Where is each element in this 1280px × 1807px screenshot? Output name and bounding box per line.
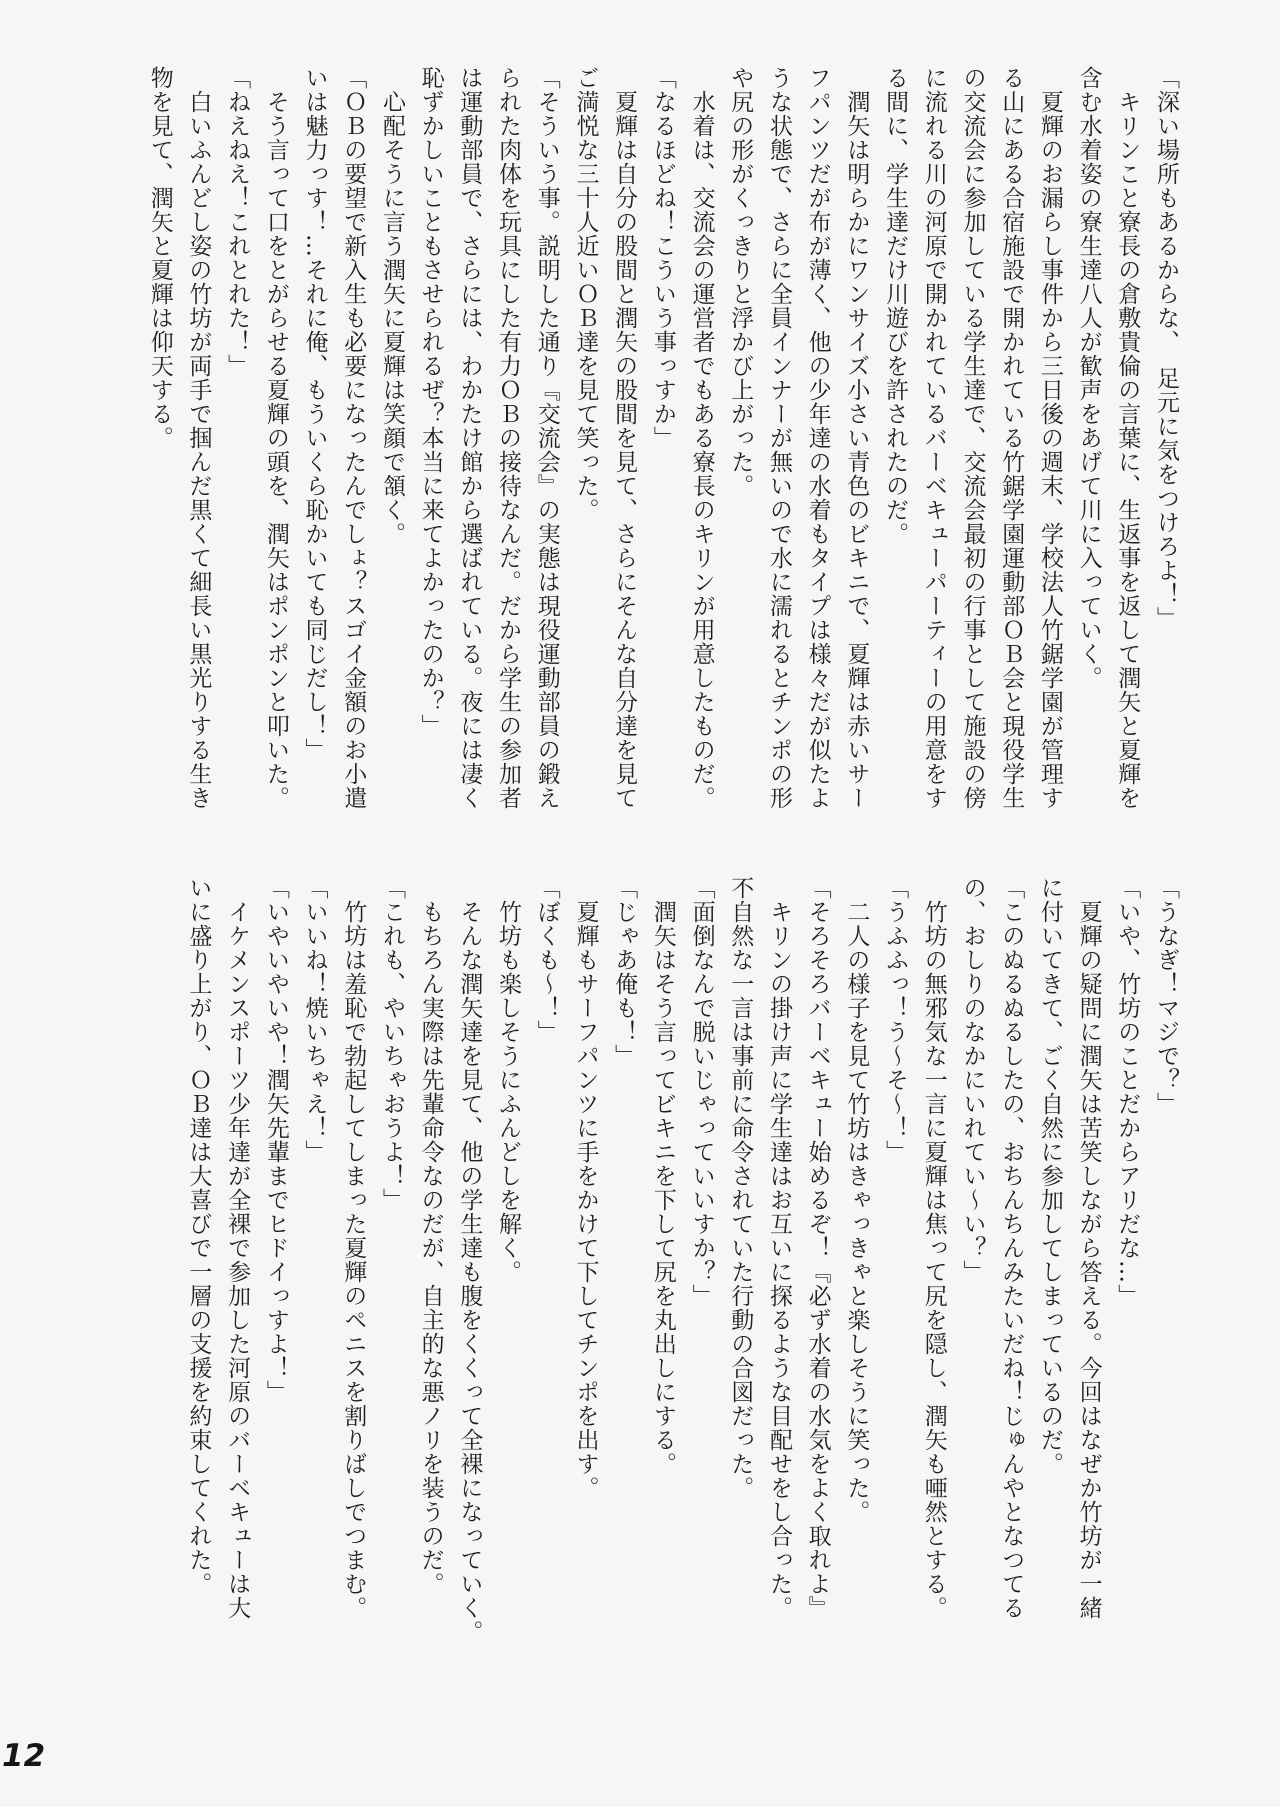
text-column: に付いてきて、ごく自然に参加してしまっているのだ。 [1036,876,1063,1476]
text-column: 含む水着姿の寮生達八人が歓声をあげて川に入っていく。 [1075,66,1102,690]
text-column: 「いいね！焼いちゃえ！」 [301,876,328,1164]
text-column: もちろん実際は先輩命令なのだが、自主的な悪ノリを装うのだ。 [417,876,444,1596]
text-column: イケメンスポーツ少年達が全裸で参加した河原のバーベキューは大 [224,876,251,1620]
text-column: 竹坊も楽しそうにふんどしを解く。 [495,876,522,1284]
text-block-top [140,66,1185,836]
text-column: 「ＯＢの要望で新入生も必要になったんでしょ？スゴイ金額のお小遣 [340,66,367,810]
text-column: 潤矢はそう言ってビキニを下して尻を丸出しにする。 [649,876,676,1476]
text-column: 「深い場所もあるからな、 足元に気をつけろよ！」 [1153,66,1179,631]
text-column: 「いや、竹坊のことだからアリだな…」 [1114,876,1141,1308]
text-column: 物を見て、潤矢と夏輝は仰天する。 [146,66,173,450]
text-column: 夏輝の疑問に潤矢は苦笑しながら答える。今回はなぜか竹坊が一緒 [1075,876,1102,1620]
text-column: 「うなぎ！マジで？」 [1153,876,1179,1116]
text-column: そんな潤矢達を見て、他の学生達も腹をくくって全裸になっていく。 [456,876,483,1644]
text-column: うな状態で、さらに全員インナーが無いので水に濡れるとチンポの形 [765,66,792,810]
text-column: ご満悦な三十人近いＯＢ達を見て笑った。 [572,66,599,522]
text-column: は運動部員で、さらには、わかたけ館から選ばれている。夜には凄く [456,66,483,810]
text-column: 「いやいやいや！潤矢先輩までヒドイっすよ！」 [262,876,289,1404]
text-block-bottom [179,876,1185,1646]
text-column: の、おしりのなかにいれてい〜い？」 [959,876,986,1284]
text-column: キリンの掛け声に学生達はお互いに探るような目配せをし合った。 [765,876,792,1620]
text-column: 「ぼくも〜！」 [533,876,560,1044]
text-column: 「そういう事。説明した通り『交流会』の実態は現役運動部員の鍛え [533,66,560,810]
text-column: 「じゃあ俺も！」 [611,876,638,1068]
text-column: キリンこと寮長の倉敷貴倫の言葉に、生返事を返して潤矢と夏輝を [1114,66,1141,810]
text-column: の交流会に参加している学生達で、交流会最初の行事として施設の傍 [959,66,986,810]
text-column: フパンツだが布が薄く、他の少年達の水着もタイプは様々だが似たよ [804,66,831,810]
text-column: 「なるほどね！こういう事っすか」 [649,66,676,450]
text-column: 夏輝は自分の股間と潤矢の股間を見て、さらにそんな自分達を見て [611,66,638,810]
text-column: る間に、学生達だけ川遊びを許されたのだ。 [882,66,909,546]
text-column: られた肉体を玩具にした有力ＯＢの接待なんだ。だから学生の参加者 [495,66,522,810]
text-column: 「面倒なんで脱いじゃっていいすか？」 [688,876,715,1308]
text-column: 二人の様子を見て竹坊はきゃっきゃと楽しそうに笑った。 [843,876,870,1524]
text-column: 「うふふっ！う〜そ〜！」 [882,876,909,1164]
text-column: や尻の形がくっきりと浮かび上がった。 [727,66,754,498]
text-column: 「ねえねえ！これとれた！」 [224,66,251,378]
text-column: いは魅力っす！…それに俺、もういくら恥かいても同じだし！」 [301,66,328,762]
text-column: 「これも、やいちゃおうよ！」 [378,876,405,1212]
text-column: 竹坊の無邪気な一言に夏輝は焦って尻を隠し、潤矢も唖然とする。 [920,876,947,1620]
text-column: 竹坊は羞恥で勃起してしまった夏輝のペニスを割りばしでつまむ。 [340,876,367,1620]
text-column: る山にある合宿施設で開かれている竹鋸学園運動部ＯＢ会と現役学生 [998,66,1025,810]
text-column: 夏輝もサーフパンツに手をかけて下してチンポを出す。 [572,876,599,1500]
text-column: 水着は、交流会の運営者でもある寮長のキリンが用意したものだ。 [688,66,715,810]
text-column: 潤矢は明らかにワンサイズ小さい青色のビキニで、夏輝は赤いサー [843,66,870,810]
text-column: 「このぬるぬるしたの、おちんちんみたいだね！じゅんやとなつてる [998,876,1025,1620]
text-column: 夏輝のお漏らし事件から三日後の週末、学校法人竹鋸学園が管理す [1036,66,1063,810]
text-column: 不自然な一言は事前に命令されていた行動の合図だった。 [727,876,754,1500]
text-column: 心配そうに言う潤矢に夏輝は笑顔で頷く。 [378,66,405,546]
text-column: 恥ずかしいこともさせられるぜ？本当に来てよかったのか？」 [417,66,444,738]
text-column: そう言って口をとがらせる夏輝の頭を、潤矢はポンポンと叩いた。 [262,66,289,810]
text-column: 白いふんどし姿の竹坊が両手で掴んだ黒くて細長い黒光りする生き [185,66,212,810]
page-number: 12 [2,1738,46,1774]
text-column: に流れる川の河原で開かれているバーベキューパーティーの用意をす [920,66,947,810]
text-column: いに盛り上がり、ＯＢ達は大喜びで一層の支援を約束してくれた。 [185,876,212,1596]
text-column: 「そろそろバーベキュー始めるぞ！『必ず水着の水気をよく取れよ』 [804,876,831,1620]
